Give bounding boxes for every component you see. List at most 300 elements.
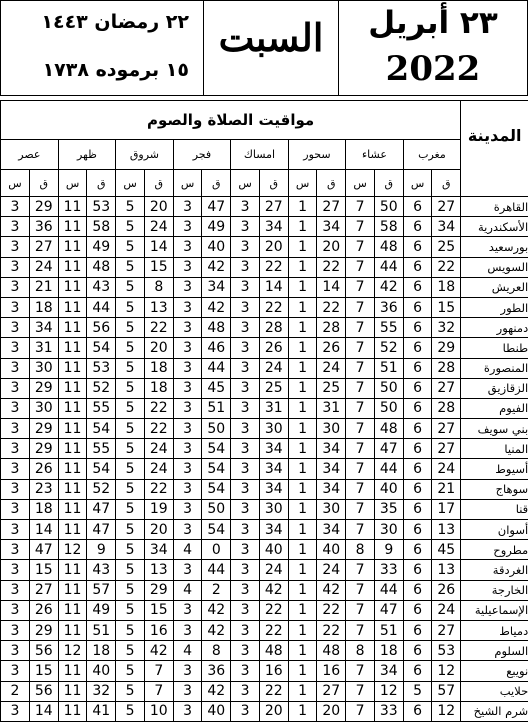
minute-cell: 30 [29,398,58,418]
minute-cell: 42 [202,257,231,277]
hour-cell: 7 [346,277,375,297]
minute-cell: 43 [87,277,116,297]
minute-cell: 34 [317,459,346,479]
minute-cell: 50 [374,197,403,217]
minute-cell: 55 [87,398,116,418]
minute-cell: 53 [432,641,461,661]
hour-cell: 3 [173,217,202,237]
minute-cell: 29 [432,338,461,358]
minute-cell: 20 [259,701,288,721]
hour-cell: 3 [1,560,30,580]
hour-cell: 6 [403,520,432,540]
hour-cell: 11 [58,701,87,721]
hour-cell: 3 [173,560,202,580]
minute-cell: 54 [202,439,231,459]
hour-cell: 1 [288,318,317,338]
gregorian-day-month: ٢٣ أبريل [368,5,498,41]
hour-cell: 5 [116,540,145,560]
minute-cell: 15 [29,560,58,580]
city-name: دمنهور [461,318,528,338]
minute-cell: 54 [87,459,116,479]
city-name: حلايب [461,681,528,701]
city-name: الزقازيق [461,378,528,398]
minute-cell: 18 [144,358,173,378]
hour-unit-label: س [403,170,432,197]
minute-cell: 28 [432,398,461,418]
hour-cell: 7 [346,197,375,217]
city-name: الغردقة [461,560,528,580]
hour-cell: 3 [231,358,260,378]
minute-cell: 30 [259,499,288,519]
minute-cell: 13 [432,560,461,580]
hour-cell: 3 [231,681,260,701]
hour-cell: 1 [288,540,317,560]
minute-cell: 26 [29,459,58,479]
city-name: العريش [461,277,528,297]
minute-cell: 42 [202,681,231,701]
minute-cell: 18 [432,277,461,297]
hour-cell: 8 [346,540,375,560]
table-row [1,297,528,317]
hour-cell: 6 [403,318,432,338]
hour-cell: 1 [288,297,317,317]
minute-cell: 33 [374,560,403,580]
minute-cell: 29 [29,197,58,217]
minute-cell: 31 [259,398,288,418]
minute-cell: 27 [317,681,346,701]
hour-cell: 3 [1,540,30,560]
minute-cell: 42 [317,580,346,600]
minute-cell: 47 [29,540,58,560]
minute-cell: 34 [317,520,346,540]
hour-cell: 3 [1,479,30,499]
hour-cell: 11 [58,681,87,701]
minute-cell: 54 [202,479,231,499]
minute-cell: 14 [29,701,58,721]
hour-cell: 6 [403,499,432,519]
hour-cell: 7 [346,338,375,358]
hour-cell: 11 [58,257,87,277]
hour-cell: 3 [231,318,260,338]
city-name: السلوم [461,641,528,661]
hour-cell: 6 [403,560,432,580]
city-name: طنطا [461,338,528,358]
hour-cell: 11 [58,277,87,297]
hour-cell: 3 [1,520,30,540]
hour-unit-label: س [346,170,375,197]
minute-cell: 24 [259,560,288,580]
city-name: بورسعيد [461,237,528,257]
city-header-spacer [461,170,528,197]
minute-cell: 24 [432,600,461,620]
hour-cell: 3 [173,439,202,459]
minute-cell: 30 [259,419,288,439]
minute-cell: 20 [317,237,346,257]
hour-cell: 3 [173,197,202,217]
city-name: المنصورة [461,358,528,378]
minute-cell: 58 [374,217,403,237]
table-row [1,419,528,439]
minute-cell: 44 [202,358,231,378]
minute-unit-label: ق [374,170,403,197]
table-row [1,560,528,580]
table-row [1,439,528,459]
minute-cell: 40 [202,237,231,257]
hour-cell: 1 [288,257,317,277]
hour-cell: 6 [403,237,432,257]
hour-cell: 3 [231,217,260,237]
minute-cell: 57 [87,580,116,600]
minute-cell: 44 [87,297,116,317]
hour-cell: 3 [231,338,260,358]
hour-cell: 11 [58,479,87,499]
hour-cell: 3 [231,560,260,580]
hour-cell: 7 [346,419,375,439]
hour-cell: 1 [288,661,317,681]
minute-cell: 20 [144,197,173,217]
hour-cell: 1 [288,600,317,620]
table-row [1,620,528,640]
minute-cell: 56 [87,318,116,338]
minute-cell: 26 [317,338,346,358]
minute-cell: 53 [87,197,116,217]
hour-cell: 2 [1,681,30,701]
minute-cell: 31 [29,338,58,358]
hour-cell: 11 [58,318,87,338]
hour-cell: 11 [58,520,87,540]
hour-cell: 1 [288,378,317,398]
table-row [1,378,528,398]
minute-cell: 15 [29,661,58,681]
hour-cell: 3 [1,661,30,681]
minute-cell: 40 [259,540,288,560]
hour-cell: 3 [173,520,202,540]
minute-cell: 16 [144,620,173,640]
hour-cell: 6 [403,641,432,661]
hour-cell: 5 [116,277,145,297]
hour-cell: 3 [231,661,260,681]
minute-cell: 55 [374,318,403,338]
minute-cell: 34 [317,439,346,459]
minute-cell: 22 [259,620,288,640]
hour-cell: 1 [288,217,317,237]
unit-labels-row [1,170,528,197]
hour-cell: 3 [231,479,260,499]
hour-cell: 7 [346,459,375,479]
hour-cell: 3 [173,459,202,479]
hour-cell: 6 [403,540,432,560]
minute-cell: 47 [87,499,116,519]
minute-cell: 24 [29,257,58,277]
hour-cell: 6 [403,257,432,277]
city-column-header: المدينة [461,101,528,170]
minute-cell: 48 [317,641,346,661]
table-row [1,520,528,540]
minute-cell: 27 [432,620,461,640]
hour-cell: 3 [231,641,260,661]
minute-cell: 27 [432,378,461,398]
prayer-times-table [0,100,528,722]
minute-cell: 27 [432,439,461,459]
hour-cell: 12 [58,641,87,661]
hour-cell: 5 [116,459,145,479]
minute-cell: 30 [317,419,346,439]
table-row [1,318,528,338]
minute-cell: 8 [202,641,231,661]
table-row [1,681,528,701]
table-row [1,237,528,257]
prayer-header: امساك [231,140,289,170]
hour-cell: 3 [1,600,30,620]
hour-cell: 3 [1,419,30,439]
minute-cell: 34 [144,540,173,560]
hour-cell: 11 [58,661,87,681]
hour-cell: 6 [403,479,432,499]
hour-cell: 12 [58,540,87,560]
hour-cell: 1 [288,277,317,297]
hour-cell: 11 [58,439,87,459]
minute-cell: 25 [432,237,461,257]
hour-cell: 6 [403,620,432,640]
hour-cell: 7 [346,701,375,721]
minute-cell: 44 [374,257,403,277]
minute-cell: 21 [432,479,461,499]
minute-cell: 24 [317,358,346,378]
hour-cell: 3 [1,277,30,297]
hour-cell: 5 [116,560,145,580]
hour-cell: 3 [173,499,202,519]
minute-cell: 30 [29,358,58,378]
minute-cell: 45 [432,540,461,560]
table-row [1,338,528,358]
minute-cell: 28 [432,358,461,378]
hour-cell: 1 [288,681,317,701]
hour-cell: 5 [116,378,145,398]
hour-cell: 7 [346,600,375,620]
city-name: شرم الشيخ [461,701,528,721]
hour-cell: 6 [403,419,432,439]
hour-cell: 3 [231,540,260,560]
minute-cell: 52 [374,338,403,358]
coptic-date: ١٥ برموده ١٧٣٨ [42,59,189,81]
minute-cell: 22 [317,620,346,640]
hour-cell: 6 [403,580,432,600]
city-name: دمياط [461,620,528,640]
minute-cell: 12 [374,681,403,701]
hour-cell: 3 [173,600,202,620]
minute-unit-label: ق [259,170,288,197]
minute-cell: 48 [87,257,116,277]
minute-cell: 22 [144,398,173,418]
hour-cell: 3 [1,398,30,418]
minute-cell: 44 [202,560,231,580]
minute-cell: 34 [432,217,461,237]
minute-cell: 27 [432,197,461,217]
table-row [1,701,528,721]
minute-cell: 49 [87,600,116,620]
minute-cell: 22 [144,419,173,439]
minute-cell: 21 [29,277,58,297]
minute-cell: 15 [144,257,173,277]
minute-cell: 33 [374,701,403,721]
minute-cell: 42 [259,580,288,600]
hour-cell: 7 [346,439,375,459]
hour-cell: 1 [288,479,317,499]
table-row [1,459,528,479]
minute-cell: 22 [259,600,288,620]
hour-cell: 3 [173,338,202,358]
hour-cell: 5 [116,197,145,217]
city-name: السويس [461,257,528,277]
hour-cell: 3 [231,297,260,317]
hour-cell: 5 [116,318,145,338]
hour-cell: 6 [403,277,432,297]
minute-cell: 35 [374,499,403,519]
minute-cell: 54 [87,419,116,439]
prayer-names-row [1,140,528,170]
minute-cell: 20 [144,338,173,358]
hour-cell: 3 [1,641,30,661]
hour-cell: 3 [1,701,30,721]
hour-cell: 3 [1,439,30,459]
minute-cell: 42 [144,641,173,661]
minute-cell: 34 [317,479,346,499]
hour-cell: 1 [288,338,317,358]
hour-cell: 7 [346,560,375,580]
minute-cell: 15 [432,297,461,317]
hour-cell: 6 [403,378,432,398]
hour-cell: 3 [173,681,202,701]
minute-cell: 44 [374,459,403,479]
hour-cell: 7 [346,358,375,378]
hour-cell: 6 [403,661,432,681]
hour-cell: 5 [116,297,145,317]
minute-cell: 51 [374,620,403,640]
minute-cell: 18 [29,297,58,317]
minute-cell: 46 [202,338,231,358]
hour-cell: 5 [116,439,145,459]
hour-cell: 3 [173,277,202,297]
city-name: سوهاج [461,479,528,499]
minute-cell: 27 [29,580,58,600]
minute-cell: 57 [432,681,461,701]
hour-cell: 5 [116,600,145,620]
hour-cell: 4 [173,580,202,600]
minute-cell: 12 [432,661,461,681]
hour-cell: 3 [1,257,30,277]
hour-cell: 11 [58,237,87,257]
minute-unit-label: ق [202,170,231,197]
hour-cell: 7 [346,520,375,540]
minute-cell: 42 [374,277,403,297]
prayer-header: مغرب [403,140,461,170]
minute-cell: 13 [432,520,461,540]
hour-cell: 3 [231,419,260,439]
minute-cell: 19 [144,499,173,519]
minute-cell: 48 [259,641,288,661]
minute-cell: 50 [374,378,403,398]
hour-cell: 7 [346,580,375,600]
hour-cell: 7 [346,318,375,338]
minute-cell: 26 [259,338,288,358]
hour-cell: 7 [346,620,375,640]
minute-cell: 27 [29,237,58,257]
minute-cell: 56 [29,641,58,661]
hour-cell: 3 [231,398,260,418]
minute-unit-label: ق [87,170,116,197]
table-row [1,540,528,560]
hour-cell: 3 [173,297,202,317]
minute-cell: 47 [87,520,116,540]
hour-cell: 11 [58,217,87,237]
table-row [1,479,528,499]
city-name: قنا [461,499,528,519]
minute-cell: 26 [432,580,461,600]
hour-cell: 11 [58,560,87,580]
minute-cell: 34 [259,439,288,459]
table-row [1,641,528,661]
hour-cell: 7 [346,479,375,499]
minute-cell: 34 [259,459,288,479]
minute-cell: 13 [144,560,173,580]
hour-cell: 3 [1,580,30,600]
minute-cell: 48 [374,419,403,439]
minute-cell: 22 [317,297,346,317]
minute-cell: 50 [202,419,231,439]
hour-cell: 1 [288,439,317,459]
minute-cell: 34 [259,520,288,540]
minute-unit-label: ق [317,170,346,197]
minute-cell: 15 [144,600,173,620]
hour-cell: 3 [231,277,260,297]
hour-cell: 5 [116,217,145,237]
minute-unit-label: ق [144,170,173,197]
minute-cell: 20 [259,237,288,257]
minute-cell: 25 [259,378,288,398]
minute-unit-label: ق [432,170,461,197]
minute-cell: 18 [144,378,173,398]
hour-cell: 3 [1,217,30,237]
hour-cell: 6 [403,398,432,418]
minute-cell: 41 [87,701,116,721]
hour-cell: 5 [403,681,432,701]
hour-cell: 7 [346,257,375,277]
hour-cell: 11 [58,499,87,519]
minute-cell: 23 [29,479,58,499]
hour-cell: 8 [346,641,375,661]
prayer-header: عشاء [346,140,404,170]
hour-cell: 3 [1,338,30,358]
hour-cell: 11 [58,419,87,439]
minute-cell: 48 [202,318,231,338]
minute-cell: 30 [374,520,403,540]
hour-cell: 11 [58,378,87,398]
minute-cell: 28 [317,318,346,338]
hour-cell: 1 [288,237,317,257]
hour-cell: 7 [346,297,375,317]
minute-cell: 55 [87,439,116,459]
minute-cell: 40 [317,540,346,560]
hour-cell: 1 [288,398,317,418]
table-row [1,197,528,217]
city-name: أسيوط [461,459,528,479]
hour-cell: 3 [231,197,260,217]
hour-cell: 6 [403,358,432,378]
hour-cell: 11 [58,338,87,358]
hour-cell: 3 [231,600,260,620]
minute-cell: 56 [29,681,58,701]
minute-cell: 40 [87,661,116,681]
